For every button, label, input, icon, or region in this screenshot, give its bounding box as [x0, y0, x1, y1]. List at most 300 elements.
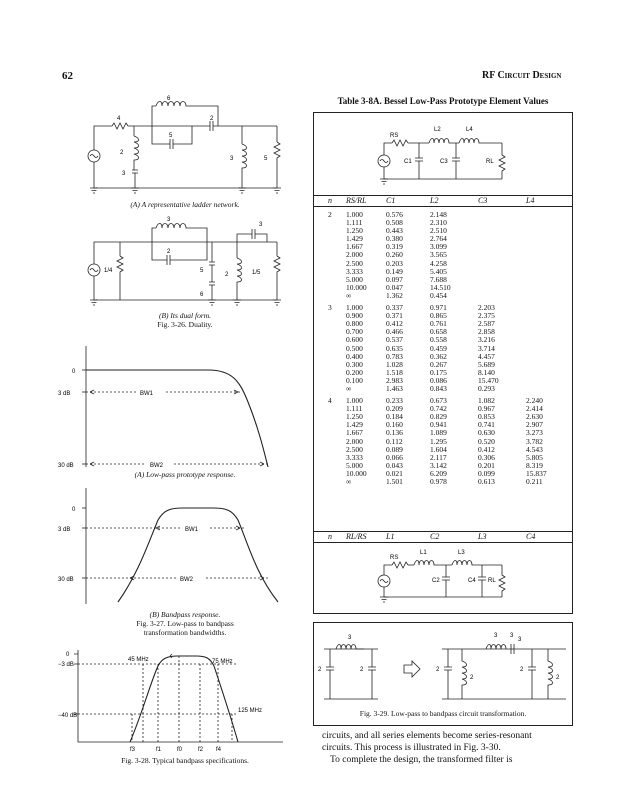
table-cell: 0.175 [430, 367, 447, 377]
table-cell-n: 2 [328, 210, 332, 219]
table-cell: 5.000 [346, 460, 363, 470]
table-cell: 2.858 [478, 327, 495, 337]
table-cell [478, 219, 526, 227]
table-cell-n [328, 284, 346, 292]
table-cell: 2.000 [346, 436, 363, 446]
table-cell-n [328, 292, 346, 300]
table-cell: 0.021 [386, 468, 403, 478]
table-cell-n: 4 [328, 396, 332, 406]
table-cell [526, 211, 556, 219]
table-cell: 0.200 [346, 367, 363, 377]
foot-l3: L3 [478, 532, 487, 541]
table-cell: 3.273 [526, 428, 543, 438]
table-cell [478, 251, 526, 259]
table-footer-row [314, 531, 572, 543]
table-cell: 1.463 [386, 383, 403, 393]
table-cell-n [328, 243, 346, 251]
ladder-network-schematic [82, 96, 292, 196]
table-cell: 2.907 [526, 420, 543, 430]
table-cell: 15.837 [526, 468, 547, 478]
table-cell: 0.160 [386, 420, 403, 430]
table-cell: 1.667 [346, 428, 363, 438]
table-cell: 0.600 [346, 335, 363, 345]
fig326-a-caption: (A) A representative ladder network. [130, 200, 240, 209]
table-cell [478, 268, 526, 276]
table-cell: 0.400 [346, 351, 363, 361]
table-cell: 3.782 [526, 436, 543, 446]
table-cell [526, 385, 556, 393]
fig326-caption: Fig. 3-26. Duality. [157, 320, 213, 329]
bs-l1: L1 [420, 550, 427, 556]
table-cell: 0.500 [346, 343, 363, 353]
lp-bw2-label: BW2 [150, 463, 164, 469]
table-cell-n [328, 227, 346, 235]
table-cell [478, 211, 526, 219]
table-cell [478, 276, 526, 284]
label-a-top: 6 [167, 96, 171, 102]
table-cell: 1.295 [430, 436, 447, 446]
table-cell [526, 312, 556, 320]
lp-3db-label: 3 dB [58, 391, 71, 397]
table-cell: 1.000 [346, 396, 363, 406]
table-cell: 0.978 [430, 477, 447, 486]
table-cell: 0.260 [386, 250, 403, 260]
spec-f4-label: f4 [216, 747, 222, 753]
bs-l3: L3 [458, 550, 465, 556]
spec-f1-label: f1 [156, 747, 162, 753]
spec-f0-label: f0 [177, 747, 183, 753]
table-cell: 1.111 [346, 218, 363, 228]
table-cell: 2.148 [430, 210, 447, 219]
table-cell: 1.250 [346, 412, 363, 422]
body-line-1: circuits, and all series elements become series-resonant [322, 731, 532, 741]
table-cell-n [328, 446, 346, 454]
table-cell-n [328, 353, 346, 361]
table-cell: 2.500 [346, 444, 363, 454]
table-cell [526, 320, 556, 328]
foot-rl-rs: RL/RS [346, 532, 367, 541]
table-cell: 2.983 [386, 375, 403, 385]
table-cell [526, 235, 556, 243]
label-b-shunt-ind: 2 [225, 272, 229, 278]
table-cell [526, 268, 556, 276]
table-cell [478, 235, 526, 243]
table-cell: 5.689 [478, 359, 495, 369]
table-cell-n [328, 421, 346, 429]
table-cell: 0.211 [526, 477, 543, 486]
spec-45mhz-label: 45 MHz [128, 657, 149, 663]
table-cell: 0.267 [430, 359, 447, 369]
table-cell-n [328, 336, 346, 344]
table-cell: 0.319 [386, 242, 403, 252]
table-cell: 1.604 [430, 444, 447, 454]
table-cell: 0.800 [346, 319, 363, 329]
table-cell: 0.203 [386, 258, 403, 268]
label-b-small-cap: 6 [200, 292, 204, 298]
label-b-shunt-cap: 5 [200, 268, 204, 274]
page-number: 62 [62, 70, 73, 82]
table-cell-n [328, 361, 346, 369]
table-cell: 1.250 [346, 226, 363, 236]
lp-bw1-label: BW1 [140, 391, 154, 397]
table-cell: 0.149 [386, 266, 403, 276]
table-cell: 0.089 [386, 444, 403, 454]
table-cell: 0.673 [430, 396, 447, 406]
table-cell: 5.000 [346, 274, 363, 284]
table-cell: 2.117 [430, 452, 447, 462]
bp-zero-label: 0 [72, 507, 76, 513]
table-cell: 6.209 [430, 468, 447, 478]
foot-c2: C2 [430, 532, 440, 541]
table-cell: 0.466 [386, 327, 403, 337]
ts-c1: C1 [404, 159, 412, 165]
table-cell: 0.371 [386, 311, 403, 321]
table-cell [526, 251, 556, 259]
fig328-caption: Fig. 3-28. Typical bandpass specifications. [121, 756, 249, 765]
table-cell: 4.457 [478, 351, 495, 361]
bandpass-spec-plot [58, 644, 298, 756]
table-cell: 2.203 [478, 303, 495, 313]
table-cell: 0.454 [430, 290, 447, 300]
table-cell: 3.333 [346, 266, 363, 276]
table-cell: 0.700 [346, 327, 363, 337]
table-cell: 7.688 [430, 274, 447, 284]
table-cell-n [328, 276, 346, 284]
f29-c-right: 2 [360, 667, 364, 673]
f29-l-top: 3 [348, 635, 352, 641]
spec-125mhz-label: 125 MHz [238, 708, 263, 714]
ts-l2: L2 [434, 127, 441, 133]
table-cell: 0.967 [478, 404, 495, 414]
table-cell: 1.518 [386, 367, 403, 377]
f29-r-top3: 3 [518, 637, 522, 643]
table-cell [526, 328, 556, 336]
table-cell: 0.086 [430, 375, 447, 385]
table-cell-n [328, 312, 346, 320]
table-cell: 0.100 [346, 375, 363, 385]
table-cell-n [328, 470, 346, 478]
bp-bw1-label: BW1 [185, 527, 199, 533]
table-cell: 1.111 [346, 404, 363, 414]
fig326-b-caption: (B) Its dual form. [158, 311, 212, 320]
bp-3db-label: 3 dB [58, 527, 71, 533]
table-cell: 1.028 [386, 359, 403, 369]
f29-r-top2: 3 [510, 633, 514, 639]
ts-l4: L4 [466, 127, 473, 133]
table-cell: 4.543 [526, 444, 543, 454]
fig327-caption-line1: Fig. 3-27. Low-pass to bandpass [136, 619, 234, 628]
table-header-row [314, 195, 572, 207]
table-cell-n [328, 438, 346, 446]
table-cell: 0.508 [386, 218, 403, 228]
foot-l1: L1 [386, 532, 395, 541]
f29-r-c2: 2 [520, 667, 524, 673]
table-cell-n: 3 [328, 303, 332, 313]
lp-to-bp-schematic [316, 627, 570, 707]
table-cell-n [328, 251, 346, 259]
table-cell [526, 353, 556, 361]
table-cell: 2.414 [526, 404, 543, 414]
spec-f3-label: f3 [130, 747, 136, 753]
table-cell [526, 300, 556, 312]
table-cell: 0.099 [478, 468, 495, 478]
table-cell: 0.136 [386, 428, 403, 438]
table-cell: 0.613 [478, 477, 495, 486]
col-c1: C1 [386, 196, 396, 205]
table-title: Table 3-8A. Bessel Low-Pass Prototype Element Values [337, 96, 549, 106]
label-a-shunt-left: 2 [120, 150, 124, 156]
ts-rs: RS [390, 133, 399, 139]
f29-r-c1: 2 [436, 667, 440, 673]
table-cell: 0.829 [430, 412, 447, 422]
table-cell: 0.658 [430, 327, 447, 337]
lp-zero-label: 0 [72, 369, 76, 375]
table-body [328, 211, 556, 486]
table-cell-n [328, 405, 346, 413]
table-cell [526, 369, 556, 377]
table-cell: 2.510 [430, 226, 447, 236]
fig327-caption-line2: transformation bandwidths. [143, 628, 227, 637]
table-cell: 1.667 [346, 242, 363, 252]
table-cell-n [328, 320, 346, 328]
table-cell-n [328, 235, 346, 243]
table-cell: 0.520 [478, 436, 495, 446]
table-cell: 5.805 [526, 452, 543, 462]
table-cell: 3.333 [346, 452, 363, 462]
body-line-2: circuits. This process is illustrated in Fig. 3-30. [322, 743, 501, 753]
table-cell: 0.362 [430, 351, 447, 361]
table-cell: 0.184 [386, 412, 403, 422]
table-cell [526, 336, 556, 344]
body-line-3: To complete the design, the transformed filter is [330, 755, 513, 765]
lowpass-response-plot [58, 342, 298, 472]
table-cell: ∞ [346, 477, 352, 486]
table-cell [526, 276, 556, 284]
table-cell: 3.565 [430, 250, 447, 260]
label-b-load: 1/5 [252, 270, 261, 276]
table-row [328, 478, 556, 486]
table-cell-n [328, 369, 346, 377]
table-cell-n [328, 454, 346, 462]
fig327-b-caption: (B) Bandpass response. [149, 610, 221, 619]
table-cell: 8.319 [526, 460, 543, 470]
table-cell: 2.000 [346, 250, 363, 260]
table-cell: 0.843 [430, 383, 447, 393]
col-rs-rl: RS/RL [346, 196, 367, 205]
table-cell: ∞ [346, 290, 352, 300]
table-cell: ∞ [346, 383, 352, 393]
bp-bw2-label: BW2 [180, 577, 194, 583]
table-top-schematic [374, 121, 514, 191]
table-cell: 0.865 [430, 311, 447, 321]
table-cell: 0.043 [386, 460, 403, 470]
table-cell: 0.337 [386, 303, 403, 313]
label-a-load: 5 [264, 156, 268, 162]
table-cell: 10.000 [346, 468, 367, 478]
table-cell [478, 260, 526, 268]
col-n: n [328, 196, 332, 205]
bp-30db-label: 30 dB [58, 577, 74, 583]
table-cell: 0.201 [478, 460, 495, 470]
table-cell: 0.576 [386, 210, 403, 219]
table-cell: 14.510 [430, 282, 451, 292]
f29-r-top1: 3 [494, 633, 498, 639]
table-cell [478, 227, 526, 235]
table-cell: 3.142 [430, 460, 447, 470]
label-a-cap: 5 [169, 133, 173, 139]
table-cell: 1.089 [430, 428, 447, 438]
table-row [328, 292, 556, 300]
table-cell-n [328, 478, 346, 486]
table-cell: 1.362 [386, 290, 403, 300]
table-cell: 0.066 [386, 452, 403, 462]
table-cell [526, 219, 556, 227]
running-head: RF Circuit Design [482, 70, 562, 81]
table-cell: 0.293 [478, 383, 495, 393]
table-cell-n [328, 345, 346, 353]
table-cell: 1.000 [346, 210, 363, 219]
table-cell: 0.459 [430, 343, 447, 353]
table-cell: 2.500 [346, 258, 363, 268]
ts-rl: RL [486, 159, 494, 165]
table-cell: 8.140 [478, 367, 495, 377]
table-cell: 1.429 [346, 234, 363, 244]
table-cell: 2.587 [478, 319, 495, 329]
table-cell: 0.900 [346, 311, 363, 321]
f29-r-l1: 2 [470, 675, 474, 681]
table-cell-n [328, 462, 346, 470]
table-cell-n [328, 429, 346, 437]
table-cell: 1.082 [478, 396, 495, 406]
table-cell: 0.097 [386, 274, 403, 284]
spec-f2-label: f2 [198, 747, 204, 753]
label-b-left: 1/4 [104, 268, 113, 274]
bs-rs: RS [390, 555, 399, 561]
table-cell: 0.443 [386, 226, 403, 236]
table-cell [526, 377, 556, 385]
table-cell [526, 361, 556, 369]
table-cell: 0.941 [430, 420, 447, 430]
bandpass-response-plot [58, 484, 298, 609]
foot-c4: C4 [526, 532, 536, 541]
ts-c3: C3 [440, 159, 448, 165]
table-cell: 0.853 [478, 412, 495, 422]
table-cell: 0.741 [478, 420, 495, 430]
table-cell: 4.258 [430, 258, 447, 268]
table-cell: 0.783 [386, 351, 403, 361]
table-cell: 5.405 [430, 266, 447, 276]
table-cell [526, 284, 556, 292]
spec-3db-label: −3 dB [58, 662, 74, 668]
table-cell: 0.630 [478, 428, 495, 438]
table-cell: 10.000 [346, 282, 367, 292]
table-cell: 1.429 [346, 420, 363, 430]
fig327-a-caption: (A) Low-pass prototype response. [134, 470, 236, 479]
table-cell [526, 345, 556, 353]
table-cell: 0.306 [478, 452, 495, 462]
table-cell: 0.047 [386, 282, 403, 292]
label-a-right-cap: 2 [210, 116, 214, 122]
fig329-caption: Fig. 3-29. Low-pass to bandpass circuit transformation. [359, 709, 527, 718]
table-cell [478, 243, 526, 251]
table-cell: 0.742 [430, 404, 447, 414]
table-cell [526, 260, 556, 268]
table-cell: 15.470 [478, 375, 499, 385]
table-cell: 2.310 [430, 218, 447, 228]
table-cell: 1.501 [386, 477, 403, 486]
foot-n: n [328, 532, 332, 541]
table-cell: 0.412 [478, 444, 495, 454]
table-cell: 3.099 [430, 242, 447, 252]
label-b-right-cap: 3 [259, 222, 263, 228]
spec-75mhz-label: 75 MHz [212, 659, 233, 665]
table-cell [478, 284, 526, 292]
table-cell-n [328, 385, 346, 393]
label-b-cap: 2 [167, 249, 171, 255]
table-cell: 0.558 [430, 335, 447, 345]
table-cell-n [328, 268, 346, 276]
table-cell-n [328, 377, 346, 385]
table-cell: 0.412 [386, 319, 403, 329]
table-cell: 0.233 [386, 396, 403, 406]
table-bottom-schematic [374, 549, 514, 609]
table-cell: 0.971 [430, 303, 447, 313]
fig329-frame [313, 622, 573, 726]
label-a-bottom-cap: 3 [122, 171, 126, 177]
spec-zero-label: 0 [66, 652, 70, 658]
bs-rl: RL [488, 578, 496, 584]
table-cell: 2.240 [526, 396, 543, 406]
table-cell [526, 243, 556, 251]
table-cell: 0.112 [386, 436, 403, 446]
bs-c4: C4 [468, 578, 476, 584]
table-cell-n [328, 413, 346, 421]
label-a-shunt-mid: 3 [230, 156, 234, 162]
table-cell: 0.761 [430, 319, 447, 329]
table-cell: 3.216 [478, 335, 495, 345]
table-cell [478, 292, 526, 300]
table-cell [526, 292, 556, 300]
table-cell [526, 227, 556, 235]
label-b-top: 3 [167, 217, 171, 223]
col-c3: C3 [478, 196, 488, 205]
table-cell-n [328, 328, 346, 336]
table-cell: 0.209 [386, 404, 403, 414]
table-frame [313, 112, 573, 614]
table-cell-n [328, 219, 346, 227]
table-cell: 0.380 [386, 234, 403, 244]
table-cell: 2.630 [526, 412, 543, 422]
table-cell: 0.537 [386, 335, 403, 345]
table-row [328, 385, 556, 393]
bs-c2: C2 [432, 578, 440, 584]
col-l2: L2 [430, 196, 439, 205]
table-cell: 0.635 [386, 343, 403, 353]
col-l4: L4 [526, 196, 535, 205]
f29-c-left: 2 [318, 667, 322, 673]
table-cell: 1.000 [346, 303, 363, 313]
lp-30db-label: 30 dB [58, 463, 74, 469]
dual-network-schematic [82, 212, 292, 307]
table-cell: 0.300 [346, 359, 363, 369]
table-cell: 2.375 [478, 311, 495, 321]
f29-r-l2: 2 [556, 675, 560, 681]
table-cell: 3.714 [478, 343, 495, 353]
label-a-left-res: 4 [117, 116, 121, 122]
spec-40db-label: −40 dB [58, 713, 78, 719]
table-cell-n [328, 260, 346, 268]
table-cell: 2.764 [430, 234, 447, 244]
